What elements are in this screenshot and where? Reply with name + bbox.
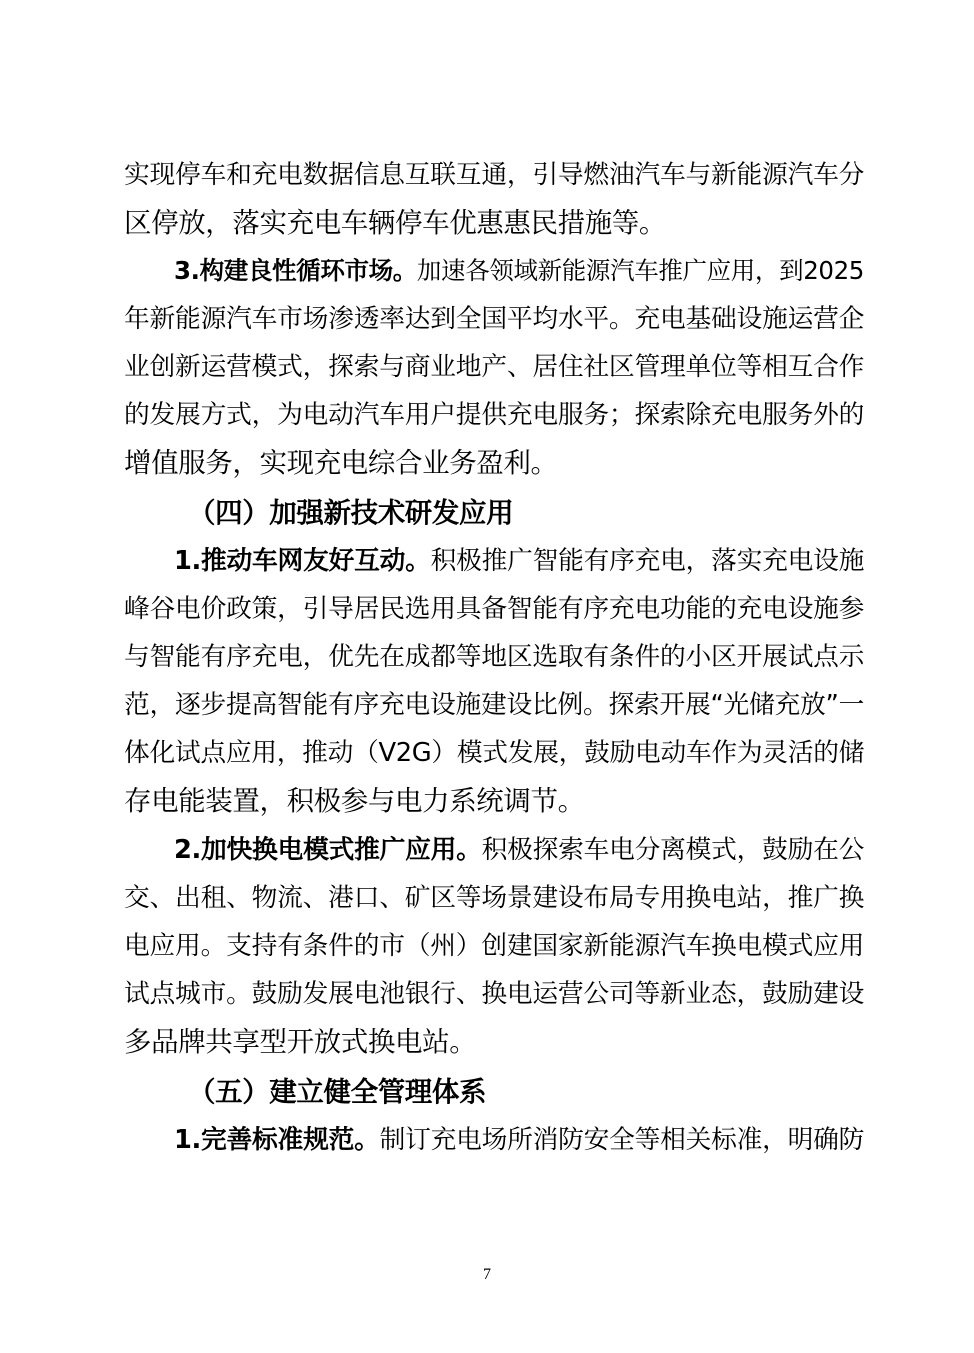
body-line: 试点城市。鼓励发展电池银行、换电运营公司等新业态，鼓励建设: [124, 979, 864, 1009]
body-line: 多品牌共享型开放式换电站。: [124, 1026, 477, 1058]
body-line: 存电能装置，积极参与电力系统调节。: [124, 785, 585, 817]
body-line: 交、出租、物流、港口、矿区等场景建设布局专用换电站，推广换: [124, 883, 864, 913]
body-line: 峰谷电价政策，引导居民选用具备智能有序充电功能的充电设施参: [124, 594, 864, 624]
section-heading: （四）加强新技术研发应用: [188, 497, 514, 529]
body-line: 业创新运营模式，探索与商业地产、居住社区管理单位等相互合作: [124, 352, 864, 382]
subsection-lead: 1.推动车网友好互动。: [174, 546, 431, 576]
body-line: 增值服务，实现充电综合业务盈利。: [124, 447, 558, 479]
paragraph-first-line: 3.构建良性循环市场。加速各领域新能源汽车推广应用，到2025: [174, 256, 864, 285]
body-line: 范，逐步提高智能有序充电设施建设比例。探索开展“光储充放”一: [124, 690, 864, 720]
body-line: 年新能源汽车市场渗透率达到全国平均水平。充电基础设施运营企: [124, 304, 864, 334]
body-line: 与智能有序充电，优先在成都等地区选取有条件的小区开展试点示: [124, 642, 864, 672]
body-line: 体化试点应用，推动（V2G）模式发展，鼓励电动车作为灵活的储: [124, 738, 864, 768]
body-line: 的发展方式，为电动汽车用户提供充电服务；探索除充电服务外的: [124, 400, 864, 430]
subsection-lead: 1.完善标准规范。: [174, 1125, 380, 1155]
paragraph-first-line: 2.加快换电模式推广应用。积极探索车电分离模式，鼓励在公: [174, 835, 865, 865]
page-number: 7: [483, 1266, 491, 1283]
section-heading: （五）建立健全管理体系: [188, 1076, 487, 1108]
body-line: 实现停车和充电数据信息互联互通，引导燃油汽车与新能源汽车分: [124, 160, 864, 190]
body-line: 区停放，落实充电车辆停车优惠惠民措施等。: [124, 207, 666, 239]
subsection-lead: 2.加快换电模式推广应用。: [174, 835, 482, 865]
paragraph-first-line: 1.完善标准规范。制订充电场所消防安全等相关标准，明确防: [174, 1125, 864, 1155]
body-line: 电应用。支持有条件的市（州）创建国家新能源汽车换电模式应用: [124, 931, 864, 961]
subsection-lead: 3.构建良性循环市场。: [174, 256, 417, 285]
paragraph-first-line: 1.推动车网友好互动。积极推广智能有序充电，落实充电设施: [174, 546, 864, 576]
